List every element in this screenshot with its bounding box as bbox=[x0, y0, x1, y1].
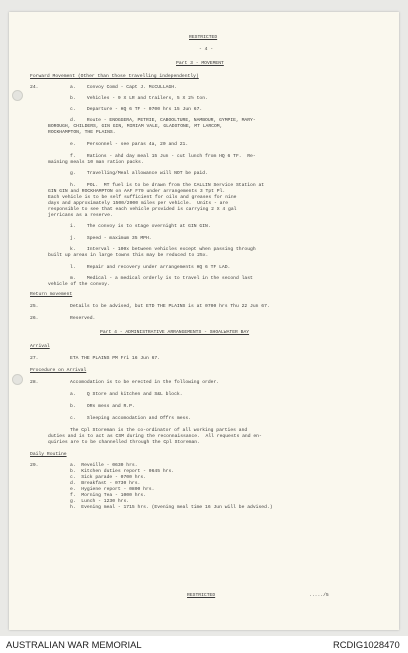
document-page bbox=[9, 12, 399, 630]
para-24d-line1: d. Route - ENOGGERA, PETRIE, CABOOLTURE, NAMBOUR, GYMPIE, MARY- bbox=[70, 118, 256, 123]
para-24m-line1: m. Medical - a medical orderly is to travel in the second last bbox=[70, 276, 253, 281]
para-24h-line3: Each vehicle is to be self sufficient for oils and greases for nine bbox=[48, 195, 237, 200]
archive-name: AUSTRALIAN WAR MEMORIAL bbox=[6, 639, 142, 650]
forward-movement-heading: Forward Movement (Other than those travelling independently) bbox=[30, 74, 199, 79]
page-number: - 4 - bbox=[199, 47, 214, 52]
para-27-number: 27. bbox=[30, 356, 39, 361]
procedure-on-arrival-heading: Procedure on Arrival bbox=[30, 368, 87, 373]
arrival-heading: Arrival bbox=[30, 344, 50, 349]
para-24k-line1: k. Interval - 100x between vehicles except when passing through bbox=[70, 247, 256, 252]
part4-title: Part 4 - ADMINISTRATIVE ARRANGEMENTS - SHOALWATER BAY bbox=[100, 330, 250, 335]
document-body bbox=[9, 12, 399, 630]
para-24h-line4: days and approximately 1500/2000 miles per vehicle. Units - are bbox=[48, 201, 229, 206]
routine-item: b. Kitchen duties report - 0645 hrs. bbox=[70, 469, 175, 474]
archive-id: RCDIG1028470 bbox=[333, 639, 400, 650]
para-25-text: Details to be advised, but ETD THE PLAINS is at 0700 hrs Thu 22 Jun 67. bbox=[70, 304, 270, 309]
continuation-marker: ...../5 bbox=[309, 593, 329, 598]
para-24c: c. Departure - HQ 6 TF - 0700 hrs 15 Jun 67. bbox=[70, 107, 203, 112]
para-27-text: ETA THE PLAINS PM Fri 16 Jun 67. bbox=[70, 356, 161, 361]
para-24l: l. Repair and recovery under arrangements HQ 6 TF LAD. bbox=[70, 265, 231, 270]
para-25-number: 25. bbox=[30, 304, 39, 309]
para-24h-line1: h. POL. MT fuel is to be drawn from the CALLIN Service Station at bbox=[70, 183, 265, 188]
para-24b: b. Vehicles - 9 X LR and trailers, 5 X 2½ ton. bbox=[70, 96, 208, 101]
para-24m-line2: vehicle of the convoy. bbox=[48, 282, 110, 287]
para-28c: c. Sleeping accomodation and Offrs mess. bbox=[70, 416, 191, 421]
para-24h-line6: jerricans as a reserve. bbox=[48, 213, 113, 218]
footer-classification: RESTRICTED bbox=[187, 593, 216, 598]
para-26-number: 26. bbox=[30, 316, 39, 321]
routine-item: f. Morning Tea - 1000 hrs. bbox=[70, 493, 146, 498]
para-24g: g. Travelling/Meal allowance will NOT be paid. bbox=[70, 171, 208, 176]
part3-title: Part 3 - MOVEMENT bbox=[176, 61, 224, 66]
storeman-note-line3: quiries are to be channelled through the Cpl Storeman. bbox=[48, 440, 200, 445]
header-classification: RESTRICTED bbox=[189, 35, 218, 40]
para-29-number: 29. bbox=[30, 463, 39, 468]
para-24f-line1: f. Rations - ahd day meal 15 Jun - cut lunch from HQ 6 TF. Re- bbox=[70, 154, 256, 159]
routine-item: c. Sick parade - 0700 hrs. bbox=[70, 475, 146, 480]
routine-item: h. Evening meal - 1715 hrs. (Evening meal time 16 Jun will be advised.) bbox=[70, 505, 273, 510]
routine-item: g. Lunch - 1230 hrs. bbox=[70, 499, 130, 504]
para-24j: j. Speed - maximum 35 MPH. bbox=[70, 236, 152, 241]
para-24d-line3: ROCKHAMPTON, THE PLAINS. bbox=[48, 130, 116, 135]
para-24h-line5: responsible to see that each vehicle provided is carrying 2 X 4 gal bbox=[48, 207, 237, 212]
para-28b: b. ORs mess and R.P. bbox=[70, 404, 135, 409]
para-28-number: 28. bbox=[30, 380, 39, 385]
para-24e: e. Personnel - see paras 4a, 20 and 21. bbox=[70, 142, 189, 147]
para-24h-line2: GIN GIN and ROCKHAMPTON on AAF F79 under arrangements 3 Tpt Pl. bbox=[48, 189, 226, 194]
para-24a: a. Convoy Comd - Capt J. McCULLAGH. bbox=[70, 85, 177, 90]
storeman-note-line1: The Cpl Storeman is the co-ordinator of all working parties and bbox=[70, 428, 248, 433]
para-28-text: Accomodation is to be erected in the following order. bbox=[70, 380, 220, 385]
routine-item: e. Hygiene report - 0800 hrs. bbox=[70, 487, 155, 492]
para-24d-line2: BOROUGH, CHILDERS, GIN GIN, MIRIAM VALE, GLADSTONE, MT LARCOM, bbox=[48, 124, 223, 129]
return-movement-heading: Return movement bbox=[30, 292, 73, 297]
archive-footer bbox=[0, 636, 408, 653]
para-24f-line2: maining meals 10 man ration packs. bbox=[48, 160, 144, 165]
routine-item: d. Breakfast - 0730 hrs. bbox=[70, 481, 141, 486]
para-24i: i. The convoy is to stage overnight at GIN GIN. bbox=[70, 224, 211, 229]
para-24k-line2: built up areas in large towns this may be reduced to 25x. bbox=[48, 253, 209, 258]
storeman-note-line2: duties and is to act as CSM during the reconnaissance. All requests and en- bbox=[48, 434, 262, 439]
para-24-number: 24. bbox=[30, 85, 39, 90]
para-28a: a. Q Store and kitchen and S&L block. bbox=[70, 392, 183, 397]
daily-routine-heading: Daily Routine bbox=[30, 452, 67, 457]
routine-item: a. Reveille - 0630 hrs. bbox=[70, 463, 138, 468]
para-26-text: Reserved. bbox=[70, 316, 96, 321]
